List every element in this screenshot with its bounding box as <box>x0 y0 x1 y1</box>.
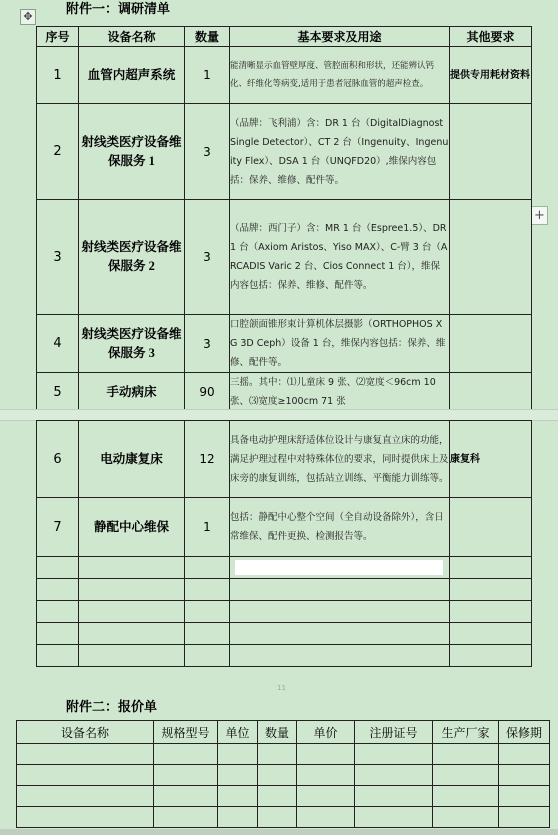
row-other <box>450 200 532 315</box>
row-desc: （品牌：西门子）含：MR 1 台（Espree1.5）、DR 1 台（Axiom Aristos、Yiso MAX）、C-臂 3 台（ARCADIS Varic 2 台、Cios Connect 1 台），维保内容包括：保养、维修、配件等。 <box>230 200 450 315</box>
row-other <box>450 498 532 557</box>
empty-row <box>37 623 532 645</box>
table-row <box>37 47 532 104</box>
add-column-plus-icon[interactable]: + <box>531 206 548 225</box>
row-name: 射线类医疗设备维保服务 1 <box>79 104 185 200</box>
row-qty: 1 <box>185 498 230 557</box>
row-qty: 1 <box>185 47 230 104</box>
row-name: 手动病床 <box>79 373 185 412</box>
table-row <box>37 498 532 557</box>
appendix1-title: 附件一：调研清单 <box>66 1 171 16</box>
table-row <box>37 104 532 200</box>
row-qty: 3 <box>185 315 230 373</box>
row-desc: 口腔颌面锥形束计算机体层摄影（ORTHOPHOS XG 3D Ceph）设备 1 台，维保内容包括：保养、维修、配件等。 <box>230 315 450 373</box>
row-qty: 12 <box>185 421 230 498</box>
table-row <box>37 200 532 315</box>
row-desc: 包括：静配中心整个空间（全自动设备除外），含日常维保、配件更换、检测报告等。 <box>230 498 450 557</box>
row-no: 4 <box>37 315 79 373</box>
row-other <box>450 104 532 200</box>
empty-row <box>37 645 532 667</box>
quote-col-price: 单价 <box>297 721 355 744</box>
row-no: 6 <box>37 421 79 498</box>
empty-row <box>17 765 550 786</box>
row-name: 静配中心维保 <box>79 498 185 557</box>
col-header-desc: 基本要求及用途 <box>230 27 450 47</box>
bottom-scroll-strip <box>0 829 558 835</box>
row-no: 7 <box>37 498 79 557</box>
quote-col-model: 规格型号 <box>154 721 218 744</box>
quote-col-name: 设备名称 <box>17 721 154 744</box>
row-no: 2 <box>37 104 79 200</box>
row-other: 提供专用耗材资料 <box>450 47 532 104</box>
row-name: 射线类医疗设备维保服务 3 <box>79 315 185 373</box>
row-qty: 3 <box>185 200 230 315</box>
row-qty: 3 <box>185 104 230 200</box>
row-name: 血管内超声系统 <box>79 47 185 104</box>
text-input-field[interactable] <box>235 560 443 575</box>
row-other: 康复科 <box>450 421 532 498</box>
table-row <box>37 421 532 498</box>
col-header-qty: 数量 <box>185 27 230 47</box>
row-qty: 90 <box>185 373 230 412</box>
col-header-name: 设备名称 <box>79 27 185 47</box>
row-desc: 三摇。其中：⑴儿童床 9 张、⑵宽度＜96cm 10 张、⑶宽度≥100cm 71 张 <box>230 373 450 412</box>
row-name: 射线类医疗设备维保服务 2 <box>79 200 185 315</box>
empty-row <box>37 579 532 601</box>
empty-row <box>17 786 550 807</box>
quote-header-row <box>17 721 550 744</box>
row-desc: 能清晰显示血管壁厚度、管腔面积和形状，还能辨认钙化、纤维化等病变,适用于患者冠脉血管的超声检查。 <box>230 47 450 104</box>
row-no: 5 <box>37 373 79 412</box>
col-header-other: 其他要求 <box>450 27 532 47</box>
header-row <box>37 27 532 47</box>
quote-table <box>16 720 550 828</box>
page-number: 11 <box>277 684 286 692</box>
quote-col-unit: 单位 <box>218 721 258 744</box>
table-row <box>37 315 532 373</box>
row-other <box>450 315 532 373</box>
appendix2-title: 附件二：报价单 <box>66 699 158 714</box>
empty-row <box>17 744 550 765</box>
row-desc: 具备电动护理床舒适体位设计与康复直立床的功能，满足护理过程中对特殊体位的要求，同时提供床上及床旁的康复训练，包括站立训练、平衡能力训练等。 <box>230 421 450 498</box>
quote-col-qty: 数量 <box>258 721 297 744</box>
quote-col-reg: 注册证号 <box>355 721 433 744</box>
row-desc: （品牌：飞利浦）含：DR 1 台（DigitalDiagnost Single Detector）、CT 2 台（Ingenuity、Ingenuity Flex）、DSA 1 台（UNQFD20）,维保内容包括：保养、维修、配件等。 <box>230 104 450 200</box>
survey-table-part2 <box>36 420 532 667</box>
survey-table-part1 <box>36 26 532 412</box>
table-move-handle-icon[interactable]: ✥ <box>20 9 36 25</box>
empty-row <box>37 601 532 623</box>
empty-row <box>17 807 550 828</box>
quote-col-maker: 生产厂家 <box>433 721 499 744</box>
row-other <box>450 373 532 412</box>
row-no: 1 <box>37 47 79 104</box>
row-name: 电动康复床 <box>79 421 185 498</box>
quote-col-warranty: 保修期 <box>499 721 550 744</box>
col-header-no: 序号 <box>37 27 79 47</box>
row-no: 3 <box>37 200 79 315</box>
table-row <box>37 373 532 412</box>
